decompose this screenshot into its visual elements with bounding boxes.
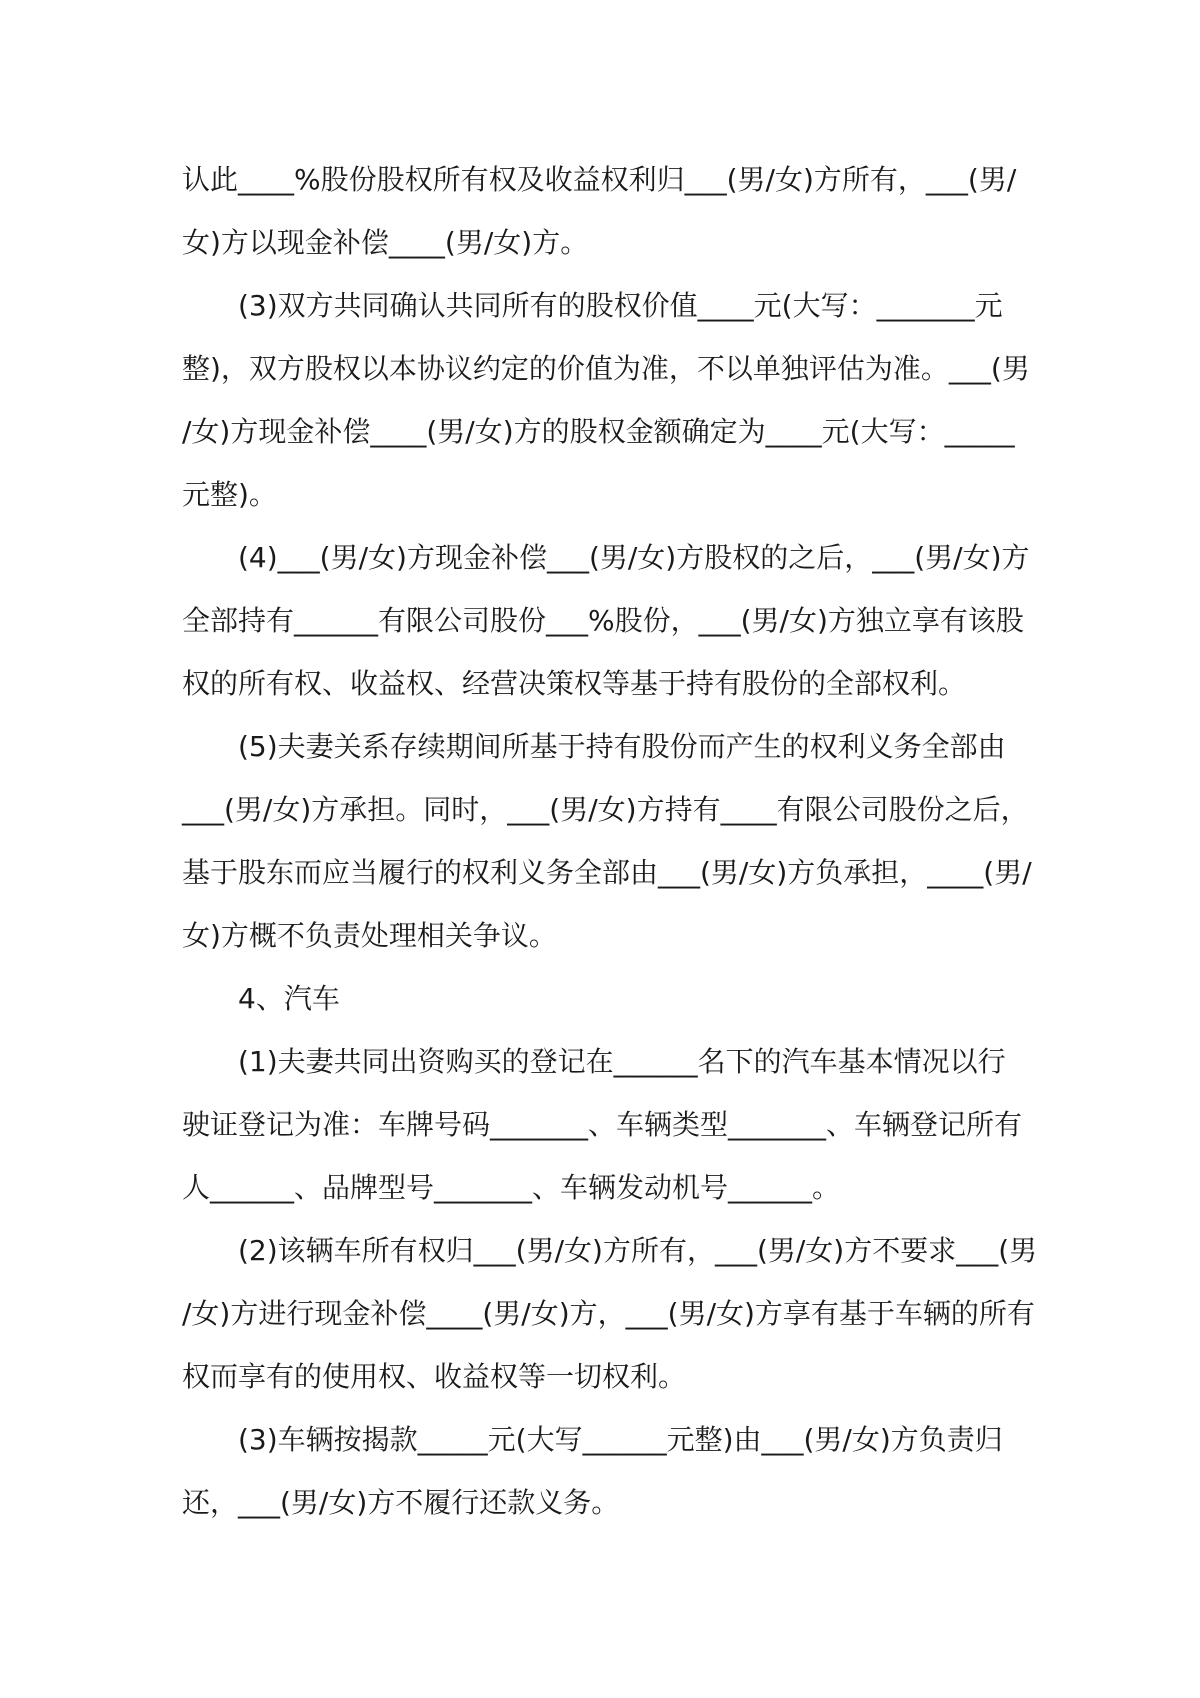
text-line: 权而享有的使用权、收益权等一切权利。 xyxy=(182,1360,687,1393)
text-line: 权的所有权、收益权、经营决策权等基于持有股份的全部权利。 xyxy=(182,667,967,700)
paragraph-start-line: (3)双方共同确认共同所有的股权价值____元(大写：_______元 xyxy=(238,289,1003,322)
paragraph-start-line: (4)___(男/女)方现金补偿___(男/女)方股权的之后，___(男/女)方 xyxy=(238,541,1030,574)
paragraph-start-line: (3)车辆按揭款_____元(大写______元整)由___(男/女)方负责归 xyxy=(238,1423,1003,1456)
paragraph-start-line: (5)夫妻关系存续期间所基于持有股份而产生的权利义务全部由 xyxy=(238,730,1006,763)
text-line: /女)方进行现金补偿____(男/女)方，___(男/女)方享有基于车辆的所有 xyxy=(182,1297,1035,1330)
text-line: 元整)。 xyxy=(182,478,277,511)
paragraph-start-line: (2)该辆车所有权归___(男/女)方所有，___(男/女)方不要求___(男 xyxy=(238,1234,1038,1267)
paragraph-start-line: (1)夫妻共同出资购买的登记在______名下的汽车基本情况以行 xyxy=(238,1045,1006,1078)
text-line: 女)方以现金补偿____(男/女)方。 xyxy=(182,226,589,259)
text-line: 整)，双方股权以本协议约定的价值为准，不以单独评估为准。___(男 xyxy=(182,352,1030,385)
text-line: 基于股东而应当履行的权利义务全部由___(男/女)方负承担，____(男/ xyxy=(182,856,1032,889)
section-heading: 4、汽车 xyxy=(238,982,340,1015)
text-line: 驶证登记为准：车牌号码_______、车辆类型_______、车辆登记所有 xyxy=(182,1108,1023,1141)
document-body xyxy=(182,148,1038,1534)
text-line: /女)方现金补偿____(男/女)方的股权金额确定为____元(大写：_____ xyxy=(182,415,1015,448)
text-line: ___(男/女)方承担。同时，___(男/女)方持有____有限公司股份之后， xyxy=(182,793,1029,826)
text-line: 人______、品牌型号_______、车辆发动机号______。 xyxy=(182,1171,841,1204)
text-line: 女)方概不负责处理相关争议。 xyxy=(182,919,557,952)
text-line: 全部持有______有限公司股份___%股份，___(男/女)方独立享有该股 xyxy=(182,604,1024,637)
text-line: 认此____%股份股权所有权及收益权利归___(男/女)方所有，___(男/ xyxy=(182,163,1017,196)
text-line: 还，___(男/女)方不履行还款义务。 xyxy=(182,1486,620,1519)
